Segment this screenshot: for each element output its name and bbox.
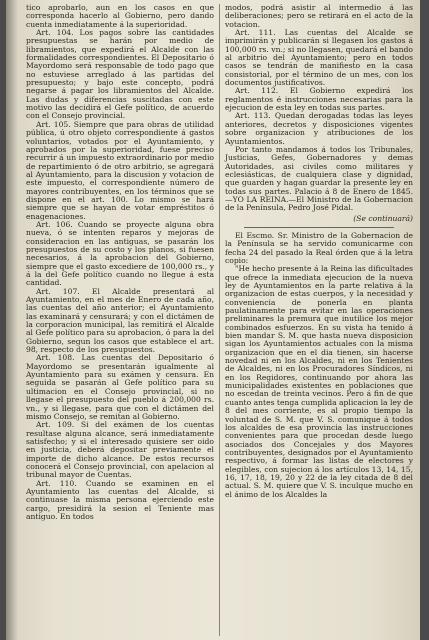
column-divider: [219, 4, 220, 636]
article-107: Art. 107. El Alcalde presentará al Ayuntamiento, en el mes de Enero de cada año, las cuentas del año anterior; el Ayuntamiento las examinará y censurará; y con el dictámen de la corporacion municipal, las remitirá el Alcalde al Gefe político para su aprobacion, ó para la del Gobierno, segun los casos que establece el art. 98, respecto de los presupuestos.: [26, 286, 214, 355]
newspaper-page: [6, 0, 420, 640]
paragraph: tico aprobarlo, aun en los casos en que corresponda hacerlo al Gobierno, pero dando cuenta inmediatamente á la superioridad.: [26, 3, 214, 29]
left-column: [26, 4, 214, 521]
section-rule: [244, 227, 394, 228]
right-column: [225, 4, 413, 499]
continued-note: (Se continuará): [353, 213, 413, 223]
article-111: Art. 111. Las cuentas del Alcalde se imprimirán y publicarán si llegasen los gastos á 100,000 rs. vn.; si no llegasen, quedará el bando al arbitrio del Ayuntamiento; pero en todos casos se tendrán de manifiesto en la casa consistorial, por el término de un mes, con los documentos justificativos.: [225, 28, 413, 88]
article-109: Art. 109. Si del exámen de los cuentas resultase alguna alcance, será inmediatamente satisfecho; y si el interesado quisiere ser oido en justicia, deberá depositar previamente el importe de dicho alcance. De estos recursos conocerá el Consejo provincial, con apelacion al tribunal mayor de Cuentas.: [26, 420, 214, 480]
article-104: Art. 104. Los pagos sobre las cantidades presupuestas se harán por medio de libramientos, que expedirá el Alcalde con las formalidades correspondientes. El Depositario ó Mayordomo será responsable de todo pago que no estuviese arreglado á las partidas del presupuesto; y bajo este concepto, podrá negarse á pagar los libramientos del Alcalde. Las dudas y diferencias suscitadas con este motivo las decidirá el Gefe político, de acuerdo con el Consejo provincial.: [26, 28, 214, 121]
royal-decree-closing: Por tanto mandamos á todos los Tribunales, Justicias, Gefes, Gobernadores y demas Autoridades, asi civiles como militares y eclesiásticas, de cualquiera clase y dignidad, que guarden y hagan guardar la presente ley en todas sus partes. Palacio á 8 de Enero de 1845.—YO LA REINA.—El Ministro de la Gobernacion de la Península, Pedro José Pidal.: [225, 144, 413, 213]
article-113: Art. 113. Quedan derogadas todas las leyes anteriores, decretos y disposiciones vigentes sobre organizacion y atribuciones de los Ayuntamientos.: [225, 111, 413, 146]
page-spine-shadow: [6, 0, 18, 640]
article-112: Art. 112. El Gobierno expedirá los reglamentos é instrucciones necesarias para la ejecucion de esta ley en todas sus partes.: [225, 86, 413, 113]
article-110: Art. 110. Cuando se examinen en el Ayuntamiento las cuentas del Alcalde, si continuase la misma persona ejerciendo este cargo, presidirá la sesion el Teniente mas antiguo. En todos: [26, 478, 214, 521]
royal-order-text: "He hecho presente á la Reina las dificultades que ofrece la inmediata ejecucion de la nueva ley de Ayuntamientos en la parte relativa á la organizacion de estas cuerpos, y la necesidad y conveniencia de ponerla en planta paulatinamente para evitar en las operaciones preliminares la premura que inutilice los mejor combinados esfuerzos. En su vista ha tenido á bien mandar S. M. que hasta nueva disposicion sigan los Ayuntamientos actuales con la misma organizacion que en el dia tienen, sin hacerse novedad ni en los Alcaldes, ni en los Tenientes de Alcaldes, ni en los Procuradores Síndicos, ni en los Regidores, continuando por ahora las municipalidades existentes en poblaciones que no escedan de treinta vecinos. Pero á fin de que cuanto antes tenga cumplida aplicacion la ley de 8 del mes corriente, es al propio tiempo la voluntad de S. M. que V. S. comunique á todos los alcaldes de esa provincia las instrucciones convenientes para que procedan desde luego asociados dos Concejales y dos Mayores contribuyentes, designados por el Ayuntamiento respectivo, á formar las listas de electores y elegibles, con sujecion á los artículos 13, 14, 15, 16, 17, 18, 19, 20 y 22 de la ley citada de 8 del actual. S. M. quiere que V. S. inculque mucho en el ánimo de los Alcaldes la: [225, 264, 413, 499]
paragraph: modos, podrá asistir al intermedio á las deliberaciones; pero se retirará en el acto de la votacion.: [225, 3, 413, 29]
circular-intro: El Escmo. Sr. Ministro de la Gobernacion de la Península se ha servido comunicarme con fecha 24 del pasado la Real órden que á la letra copio:: [225, 230, 413, 265]
article-106: Art. 106. Cuando se proyecte alguna obra nueva, ó se intenten reparos y mejoras de consideracion en las antiguas, se pasarán los presupuestos de su costo y los planos, si fuesen necesarios, á la aprobacion del Gobierno, siempre que el gasto excediere de 100,000 rs., y á la del Gefe político cuando no llegue á esta cantidad.: [26, 219, 214, 288]
article-105: Art. 105. Siempre que para obras de utilidad pública, ú otro objeto correspondiente á gastos voluntarios, votados por el Ayuntamiento, y aprobados por la superioridad, fuese preciso recurrir á un impuesto extraordinario por medio de repartimiento ó de otro arbitrio, se agregará al Ayuntamiento, para la discusion y votacion de este impuesto, el correspondiente número de mayores contribuyentes, en los términos que se dispone en el art. 100. Lo mismo se hará siempre que se hayan de votar empréstitos ó enagenaciones.: [26, 119, 214, 221]
article-108: Art. 108. Las cuentas del Depositario ó Mayordomo se presentarán igualmente al Ayuntamiento para su exámen y censura. En seguida se pasarán al Gefe político para su ultimacion en el Consejo provincial, si no llegase el presupuesto del pueblo á 200,000 rs. vn., y si llegase, para que con el dictámen del mismo Consejo, se remitan al Gobierno.: [26, 353, 214, 421]
